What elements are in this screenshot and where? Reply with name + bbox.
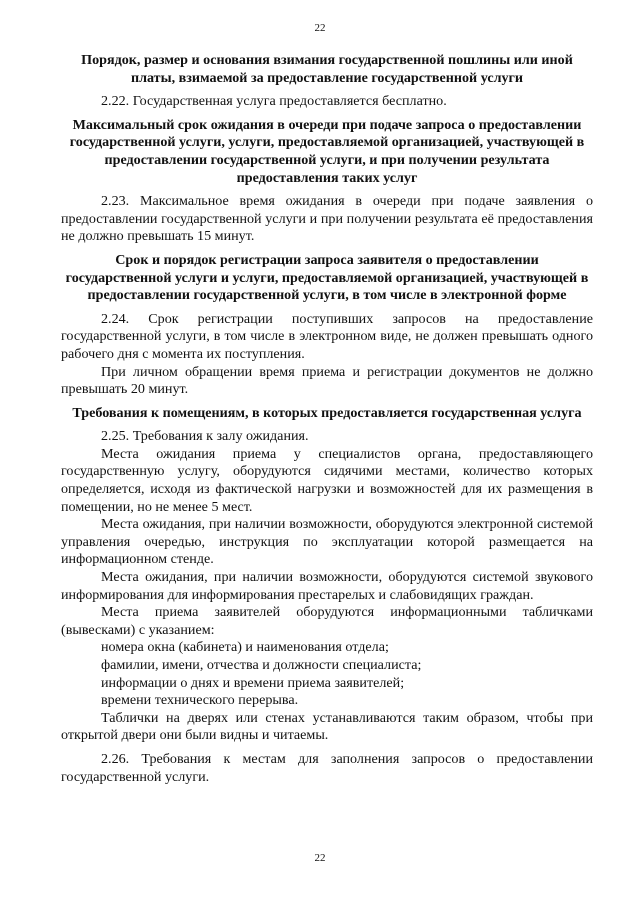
section-heading-premises: Требования к помещениям, в которых предоставляется государственная услуга xyxy=(72,404,582,421)
paragraph-2-23: 2.23. Максимальное время ожидания в очереди при подаче заявления о предоставлении государственной услуги и при получении результата её предоставления не должно превышать 15 минут. xyxy=(61,193,593,245)
list-item: номера окна (кабинета) и наименования отдела; xyxy=(101,639,389,656)
paragraph-2-26: 2.26. Требования к местам для заполнения запросов о предоставлении государственной услуги. xyxy=(61,750,593,785)
paragraph-queue-system: Места ожидания, при наличии возможности, оборудуются электронной системой управления очередью, инструкция по эксплуатации которой размещается на информационном стенде. xyxy=(61,516,593,568)
list-item: фамилии, имени, отчества и должности специалиста; xyxy=(101,657,422,673)
paragraph-personal-visit: При личном обращении время приема и регистрации документов не должно превышать 20 минут. xyxy=(61,363,593,398)
paragraph-door-signs: Таблички на дверях или стенах устанавливаются таким образом, чтобы при открытой двери они были видны и читаемы. xyxy=(61,709,593,744)
paragraph-signboards: Места приема заявителей оборудуются информационными табличками (вывесками) с указанием: xyxy=(61,604,593,638)
page-number-top: 22 xyxy=(314,22,326,34)
list-item: времени технического перерыва. xyxy=(101,692,299,709)
paragraph-waiting-seats: Места ожидания приема у специалистов органа, предоставляющего государственную услугу, оборудуются сидячими местами, количество которых определяется, исходя из фактической нагрузки и возможностей для их размещения в помещении, но не менее 5 мест. xyxy=(61,445,593,515)
page-content xyxy=(61,52,593,786)
paragraph-2-22: 2.22. Государственная услуга предоставляется бесплатно. xyxy=(101,93,447,110)
section-heading-fee: Порядок, размер и основания взимания государственной пошлины или иной платы, взимаемой за предоставление государственной услуги xyxy=(81,52,573,86)
page-number-bottom: 22 xyxy=(314,852,326,864)
paragraph-2-24: 2.24. Срок регистрации поступивших запросов на предоставление государственной услуги, в том числе в электронном виде, не должен превышать одного рабочего дня с момента их поступления. xyxy=(61,310,593,362)
paragraph-audio-system: Места ожидания, при наличии возможности, оборудуются системой звукового информирования для информирования престарелых и слабовидящих граждан. xyxy=(61,569,593,603)
list-item: информации о днях и времени приема заявителей; xyxy=(101,674,405,691)
section-heading-registration: Срок и порядок регистрации запроса заявителя о предоставлении государственной услуги и услуги, предоставляемой организацией, участвующей в предоставлении государственной услуги, в том числе в электронной форме xyxy=(65,251,589,304)
section-heading-queue-time: Максимальный срок ожидания в очереди при подаче запроса о предоставлении государственной услуги, услуги, предоставляемой организацией, участвующей в предоставлении государственной услуги, и при получении результата предоставления таких услуг xyxy=(69,116,585,186)
paragraph-2-25: 2.25. Требования к залу ожидания. xyxy=(101,428,309,445)
